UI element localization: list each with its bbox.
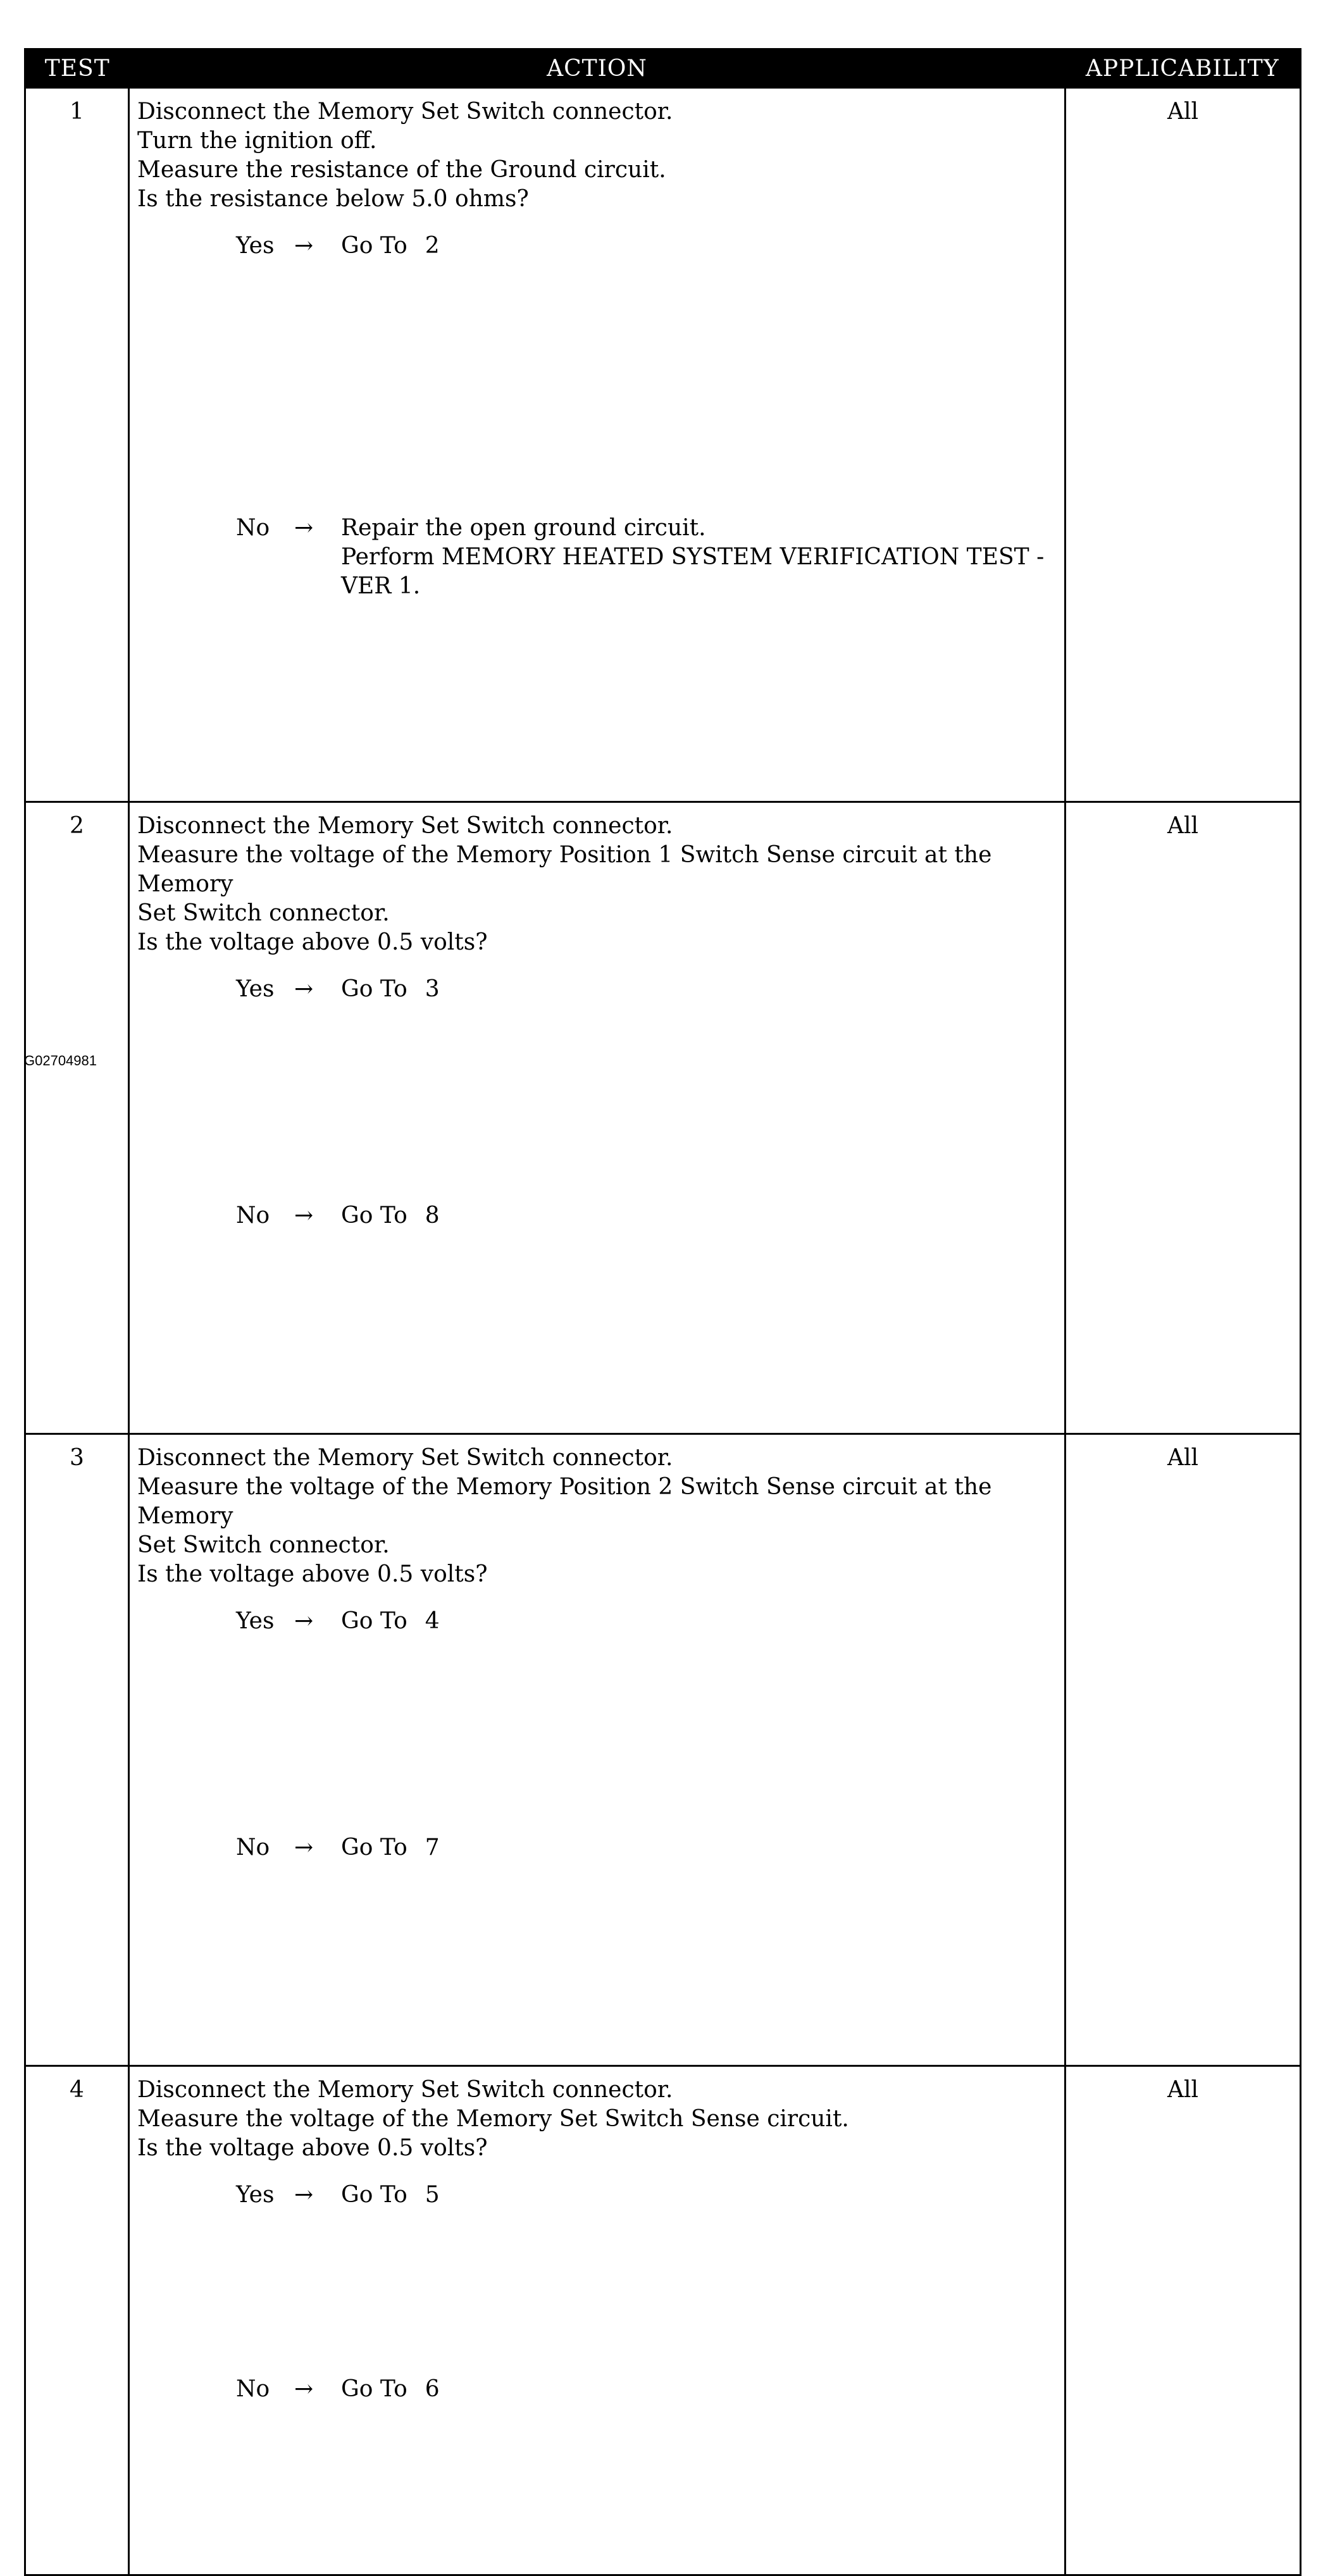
arrow-right-icon: → bbox=[294, 2376, 314, 2402]
action-step: Is the voltage above 0.5 volts? bbox=[137, 929, 488, 955]
test-number: 3 bbox=[25, 1434, 129, 2066]
action-step: Turn the ignition off. bbox=[137, 128, 377, 154]
goto-step: 6 bbox=[425, 2376, 440, 2402]
yes-branch bbox=[236, 2181, 440, 2375]
action-step: Measure the voltage of the Memory Position 2 Switch Sense circuit at the Memory bbox=[137, 1474, 992, 1529]
applicability-value: All bbox=[1065, 88, 1301, 802]
action-step: Measure the resistance of the Ground circuit. bbox=[137, 157, 666, 183]
goto-label: Go To bbox=[341, 233, 407, 259]
branch-table bbox=[236, 2181, 440, 2569]
action-cell bbox=[129, 802, 1065, 1434]
action-step: Disconnect the Memory Set Switch connector. bbox=[137, 1445, 673, 1471]
action-step: Is the voltage above 0.5 volts? bbox=[137, 2135, 488, 2161]
applicability-value: All bbox=[1065, 2066, 1301, 2575]
yes-result bbox=[341, 232, 1044, 514]
no-branch bbox=[236, 514, 1044, 796]
no-result bbox=[341, 2375, 440, 2569]
action-step: Measure the voltage of the Memory Set Switch Sense circuit. bbox=[137, 2106, 849, 2132]
header-test: TEST bbox=[25, 49, 129, 88]
no-branch bbox=[236, 1201, 440, 1428]
no-result bbox=[341, 1833, 440, 2060]
yes-label: Yes bbox=[236, 2182, 275, 2208]
goto-label: Go To bbox=[341, 1608, 407, 1634]
test-row-1 bbox=[25, 88, 1301, 802]
test-number: 4 bbox=[25, 2066, 129, 2575]
goto-step: 8 bbox=[425, 1203, 440, 1229]
action-cell bbox=[129, 88, 1065, 802]
figure-id: G02704981 bbox=[24, 1053, 97, 1068]
arrow-right-icon: → bbox=[294, 1203, 314, 1229]
result-line: Repair the open ground circuit. bbox=[341, 515, 706, 541]
goto-label: Go To bbox=[341, 976, 407, 1002]
no-branch bbox=[236, 2375, 440, 2569]
yes-result bbox=[341, 975, 440, 1201]
test-number: 1 bbox=[25, 88, 129, 802]
branch-table bbox=[236, 975, 440, 1428]
no-result bbox=[341, 1201, 440, 1428]
arrow-right-icon: → bbox=[294, 1608, 314, 1634]
yes-branch bbox=[236, 975, 440, 1201]
action-cell bbox=[129, 2066, 1065, 2575]
no-branch bbox=[236, 1833, 440, 2060]
goto-step: 3 bbox=[425, 976, 440, 1002]
diagnostic-test-table bbox=[24, 48, 1301, 2576]
goto-step: 7 bbox=[425, 1835, 440, 1861]
action-step: Disconnect the Memory Set Switch connector. bbox=[137, 2077, 673, 2103]
result-line: Perform MEMORY HEATED SYSTEM VERIFICATION TEST - bbox=[341, 544, 1045, 570]
test-number: 2 bbox=[25, 802, 129, 1434]
goto-step: 2 bbox=[425, 233, 440, 259]
no-result bbox=[341, 514, 1044, 796]
branch-table bbox=[236, 1607, 440, 2060]
goto-step: 4 bbox=[425, 1608, 440, 1634]
action-step: Set Switch connector. bbox=[137, 900, 390, 926]
arrow-right-icon: → bbox=[294, 976, 314, 1002]
yes-branch bbox=[236, 232, 1044, 514]
goto-step: 5 bbox=[425, 2182, 440, 2208]
header-applicability: APPLICABILITY bbox=[1065, 49, 1301, 88]
action-step: Disconnect the Memory Set Switch connector. bbox=[137, 813, 673, 839]
yes-label: Yes bbox=[236, 976, 275, 1002]
applicability-value: All bbox=[1065, 1434, 1301, 2066]
test-row-4 bbox=[25, 2066, 1301, 2575]
goto-label: Go To bbox=[341, 1203, 407, 1229]
action-cell bbox=[129, 1434, 1065, 2066]
yes-branch bbox=[236, 1607, 440, 1833]
action-step: Is the voltage above 0.5 volts? bbox=[137, 1561, 488, 1587]
yes-result bbox=[341, 1607, 440, 1833]
result-line: VER 1. bbox=[341, 573, 421, 599]
arrow-right-icon: → bbox=[294, 2182, 314, 2208]
action-step: Set Switch connector. bbox=[137, 1532, 390, 1558]
yes-result bbox=[341, 2181, 440, 2375]
arrow-right-icon: → bbox=[294, 515, 314, 541]
applicability-value: All bbox=[1065, 802, 1301, 1434]
no-label: No bbox=[236, 1835, 270, 1861]
no-label: No bbox=[236, 1203, 270, 1229]
header-action: ACTION bbox=[129, 49, 1065, 88]
action-step: Measure the voltage of the Memory Position 1 Switch Sense circuit at the Memory bbox=[137, 842, 992, 897]
goto-label: Go To bbox=[341, 1835, 407, 1861]
goto-label: Go To bbox=[341, 2376, 407, 2402]
arrow-right-icon: → bbox=[294, 233, 314, 259]
no-label: No bbox=[236, 515, 270, 541]
test-row-2 bbox=[25, 802, 1301, 1434]
test-row-3 bbox=[25, 1434, 1301, 2066]
header-row bbox=[25, 49, 1301, 88]
no-label: No bbox=[236, 2376, 270, 2402]
yes-label: Yes bbox=[236, 1608, 275, 1634]
goto-label: Go To bbox=[341, 2182, 407, 2208]
arrow-right-icon: → bbox=[294, 1835, 314, 1861]
yes-label: Yes bbox=[236, 233, 275, 259]
action-step: Is the resistance below 5.0 ohms? bbox=[137, 186, 529, 212]
action-step: Disconnect the Memory Set Switch connector. bbox=[137, 99, 673, 125]
branch-table bbox=[236, 232, 1044, 796]
